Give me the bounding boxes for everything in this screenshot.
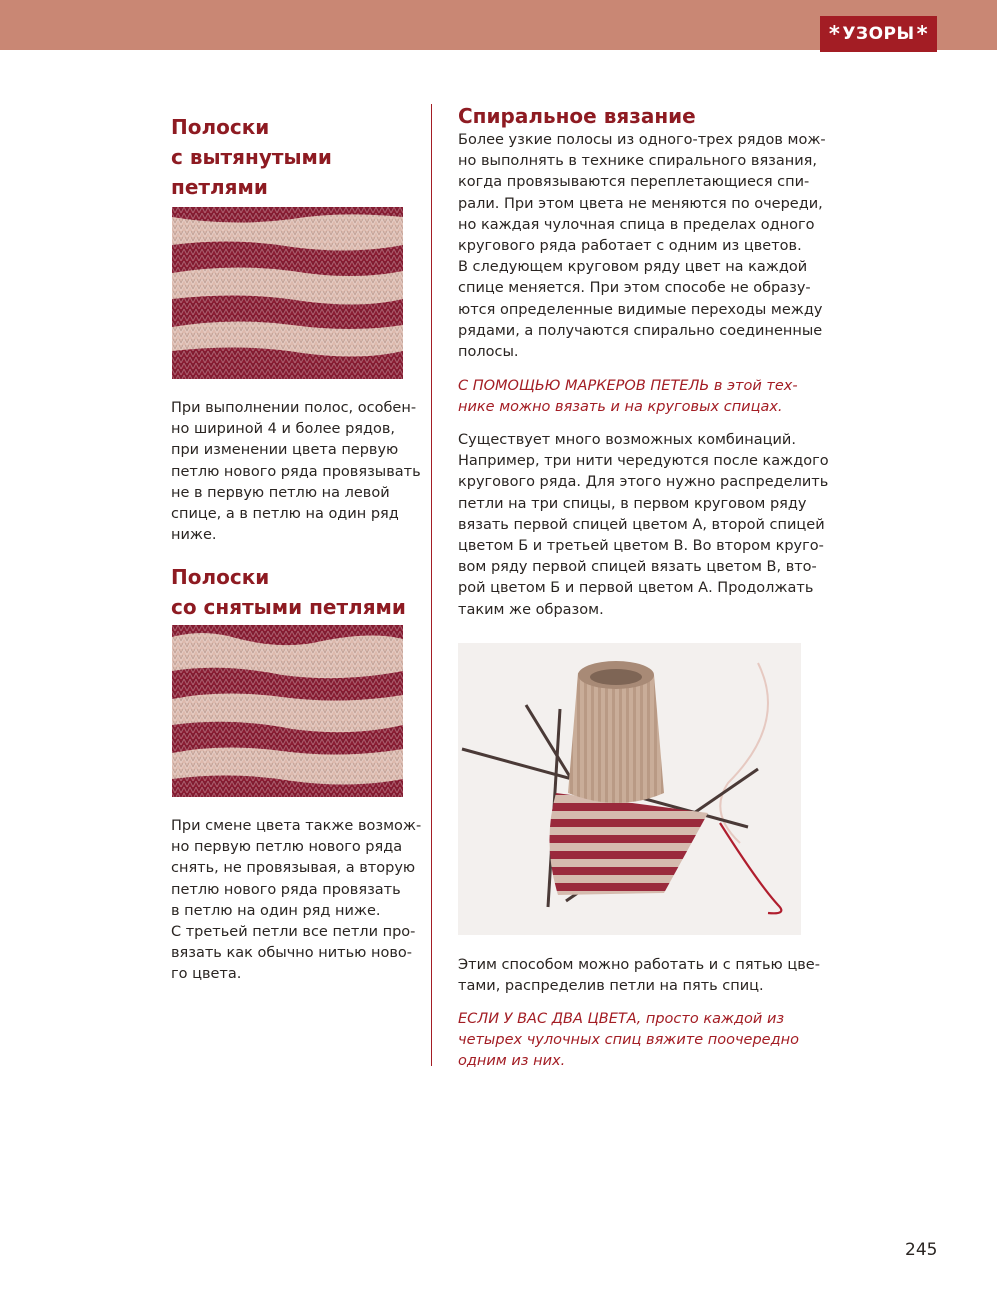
knit-sample-elongated-stitches [172,207,403,379]
text-combinations: Существует много возможных комбинаций. Например, три нити чередуются после каждого кругового ряда. Для этого нужно распределить петли на три спицы, в первом круговом ряду вязать первой спицей цветом А, второй спицей цветом Б и третьей цветом В. Во втором круго- вом ряду первой спицей вязать цветом В, вто- рой цветом Б и первой цветом А. Продолжать таким же образом. [458,432,829,618]
section-label: УЗОРЫ [842,24,915,44]
star-icon: * [828,22,841,46]
tip-two-colors: ЕСЛИ У ВАС ДВА ЦВЕТА, просто каждой из четырех чулочных спиц вяжите поочередно одним из них. [458,1011,799,1069]
heading-spiral-knitting: Спиральное вязание [458,104,696,128]
tip-stitch-markers: С ПОМОЩЬЮ МАРКЕРОВ ПЕТЕЛЬ в этой тех- нике можно вязать и на круговых спицах. [458,378,798,415]
photo-spiral-knitting [458,643,801,935]
text-spiral-intro: Более узкие полосы из одного-трех рядов мож- но выполнять в технике спирального вязания, когда провязываются переплетающиеся спи- рали. При этом цвета не меняются по очереди, но каждая чулочная спица в пределах одного кругового ряда работает с одним из цветов. В следующем круговом ряду цвет на каждой спице меняется. При этом способе не образу- ются определенные видимые переходы между рядами, а получаются спирально соединенные полосы. [458,132,826,361]
heading-elongated-stitches: Полоски с вытянутыми петлями [171,115,332,199]
column-divider [431,104,432,1066]
text-elongated-stitches: При выполнении полос, особен- но шириной 4 и более рядов, при изменении цвета первую петлю нового ряда провязывать не в первую петлю на левой спице, а в петлю на один ряд ниже. [171,400,421,544]
section-tab [820,16,937,52]
knit-sample-slipped-stitches [172,625,403,797]
page-number: 245 [905,1240,938,1260]
star-icon: * [916,22,929,46]
text-five-colors: Этим способом можно работать и с пятью цве- тами, распределив петли на пять спиц. [458,957,820,995]
text-slipped-stitches: При смене цвета также возмож- но первую петлю нового ряда снять, не провязывая, а вторую петлю нового ряда провязать в петлю на один ряд ниже. С третьей петли все петли про- вязать как обычно нитью ново- го цвета. [171,818,422,983]
heading-slipped-stitches: Полоски со снятыми петлями [171,565,406,619]
